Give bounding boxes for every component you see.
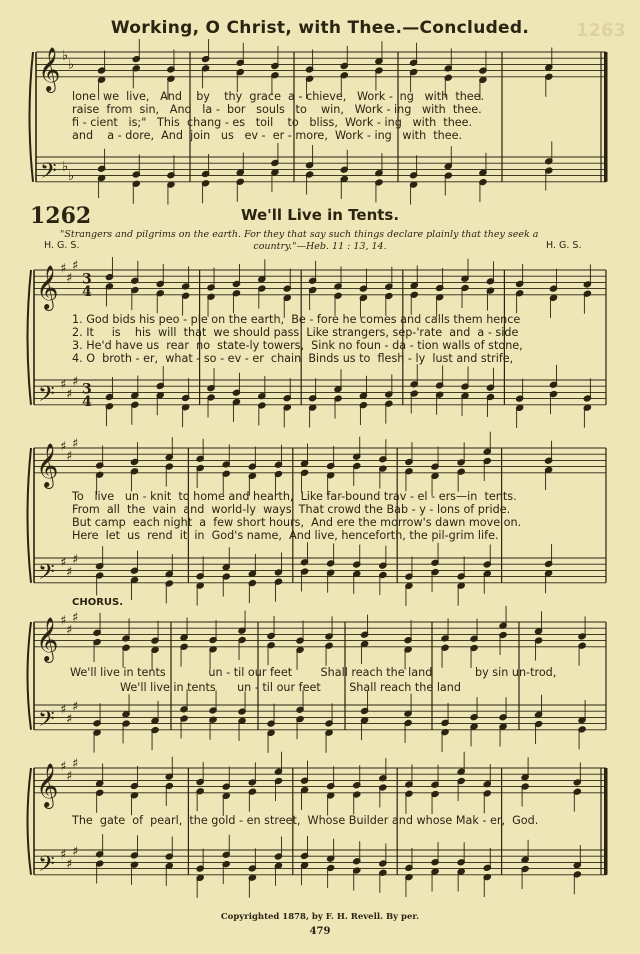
chorus-line: We'll live in tents un - til our feet Shall reach the land [120,681,461,694]
epigraph-line: country."—Heb. 11 : 13, 14. [253,241,387,252]
verse-line: 3. He'd have us rear no state-ly towers, Sink no foun - da - tion walls of stone, [72,339,523,352]
copyright-notice: Copyrighted 1878, by F. H. Revell. By per. [220,912,420,922]
treble-clef-icon: 𝄞 [36,762,59,807]
sharp-icon: ♯ [60,439,67,455]
hymn-title: We'll Live in Tents. [240,206,400,224]
treble-clef-icon: 𝄞 [36,616,59,661]
system-brace [28,768,32,875]
sharp-icon: ♯ [72,258,79,274]
verse-line: 1. God bids his peo - ple on the earth, Be - fore he comes and calls them hence [72,313,521,326]
sharp-icon: ♯ [66,448,73,464]
flat-icon: ♭ [62,159,69,175]
sharp-icon: ♯ [66,768,73,784]
verse-line: raise from sin, And la - bor souls to win, Work - ing with thee. [72,103,482,116]
epigraph-line: "Strangers and pilgrims on the earth. For they that say such things declare plainly that they seek a [60,229,539,240]
chorus-line: The gate of pearl, the gold - en street, Whose Builder and whose Mak - er, God. [72,814,539,827]
sharp-icon: ♯ [72,374,79,390]
chorus-label: CHORUS. [72,597,124,608]
hymn-title-concluded: Working, O Christ, with Thee.—Concluded. [110,18,530,38]
verse-line: fi - cient is;" This chang - es toil to bliss, Work - ing with thee. [72,116,473,129]
system-brace [28,448,32,583]
chorus-line: We'll live in tents un - til our feet Shall reach the land by sin un-trod, [70,666,557,679]
final-barline [604,768,608,875]
time-signature-numerator: 3 [82,381,92,398]
sharp-icon: ♯ [60,377,67,393]
sharp-icon: ♯ [66,270,73,286]
verse-line: and a - dore, And join us ev - er - more, Work - ing with thee. [72,129,463,142]
final-barline [604,52,608,182]
author-credit-right: H. G. S. [546,240,582,251]
sharp-icon: ♯ [72,756,79,772]
verse-line: lone we live, And by thy grace a - chieve, Work - ing with thee. [72,90,485,103]
sharp-icon: ♯ [72,552,79,568]
page-number: 479 [309,926,331,937]
sharp-icon: ♯ [66,711,73,727]
verse-line: From all the vain and world-ly ways That crowd the Bab - y - lons of pride. [72,503,511,516]
time-signature-numerator: 3 [82,271,92,288]
sharp-icon: ♯ [66,622,73,638]
sharp-icon: ♯ [60,261,67,277]
verse-line: Here let us rend it in God's name, And live, henceforth, the pil-grim life. [72,529,499,542]
verse-line: 4. O broth - er, what - so - ev - er chain Binds us to flesh - ly lust and strife, [72,352,514,365]
author-credit-left: H. G. S. [44,240,80,251]
sharp-icon: ♯ [66,386,73,402]
sharp-icon: ♯ [60,759,67,775]
sharp-icon: ♯ [72,610,79,626]
sharp-icon: ♯ [60,702,67,718]
time-signature-denominator: 4 [82,393,92,410]
bass-clef-icon: 𝄢 [38,381,55,412]
sharp-icon: ♯ [66,856,73,872]
bass-clef-icon: 𝄢 [38,559,55,590]
sharp-icon: ♯ [72,436,79,452]
sharp-icon: ♯ [60,613,67,629]
verse-line: 2. It is his will that we should pass Like strangers, sep-'rate and a - side [72,326,519,339]
sharp-icon: ♯ [60,555,67,571]
treble-clef-icon: 𝄞 [38,46,61,91]
sharp-icon: ♯ [60,847,67,863]
bass-clef-icon: 𝄢 [38,851,55,882]
sharp-icon: ♯ [72,844,79,860]
flat-icon: ♭ [68,57,75,73]
treble-clef-icon: 𝄞 [36,442,59,487]
bleed-through-number: 1263 [575,20,626,41]
bass-clef-icon: 𝄢 [38,706,55,737]
verse-line: But camp each night a few short hours, And ere the morrow's dawn move on. [72,516,522,529]
sharp-icon: ♯ [66,564,73,580]
epigraph [60,229,580,253]
bass-clef-icon: 𝄢 [40,158,57,189]
hymn-number: 1262 [30,203,92,229]
system-brace [28,622,32,730]
system-brace [28,270,32,405]
flat-icon: ♭ [62,48,69,64]
verse-line: To live un - knit to home and hearth, Like far-bound trav - el - ers—in tents. [72,490,517,503]
sharp-icon: ♯ [72,699,79,715]
flat-icon: ♭ [68,168,75,184]
time-signature-denominator: 4 [82,283,92,300]
treble-clef-icon: 𝄞 [36,264,59,309]
system-brace [30,52,34,182]
